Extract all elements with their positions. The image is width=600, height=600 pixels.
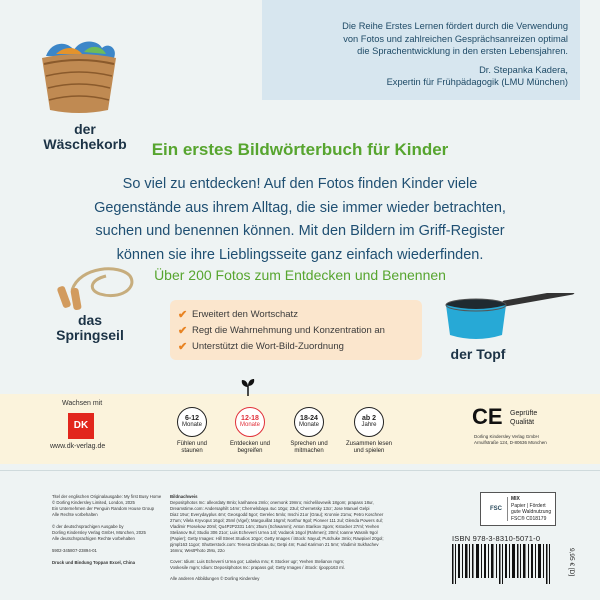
age-caption-line: mitmachen (294, 448, 324, 454)
ce-quality-label (510, 409, 537, 427)
feature-text: Regt die Wahrnehmung und Konzentration an (192, 324, 385, 336)
grown-with-text: Wachsen mit (62, 400, 103, 407)
age-caption (220, 441, 280, 455)
features-box (170, 300, 422, 360)
quote-box (262, 0, 580, 100)
description (40, 173, 560, 267)
price-container (566, 548, 576, 584)
credit-line: Diaz 19ur; Everydayplus 4mr; Geosgodd 5gor; Gerelec 5mlo; Inschi 21or (Grau); Kronnie 21mu; Petro Koschner (170, 512, 384, 517)
age-unit: Monate (239, 422, 260, 428)
jump-rope-image (50, 262, 140, 314)
imprint-line: Dorling Kindersley Verlag GmbH, München, 2025 (52, 530, 146, 535)
fsc-line: Papier | Fördert (511, 502, 546, 509)
age-caption-line: Entdecken und (229, 441, 271, 447)
rope-label (45, 313, 135, 343)
age-unit: Jahre (361, 422, 377, 428)
age-caption-line: Fühlen und (176, 441, 208, 447)
sub-headline: Über 200 Fotos zum Entdecken und Benennen (154, 267, 446, 283)
feature-item (178, 338, 416, 354)
fsc-label (480, 492, 556, 526)
age-caption-line: und spielen (353, 448, 385, 454)
age-unit: Monate (181, 422, 202, 428)
age-caption-line: staunen (181, 448, 203, 454)
age-badge-ab-2 (354, 407, 384, 437)
checkmark-icon: ✔ (178, 324, 188, 337)
credit-line: 27um; Vilela Kryvoput 16gol; 25ml (Vigel); Margouillat 16gml; Northur 9gol; Pioneer 111 2ul; Glenda Powers 4ul; (170, 518, 383, 523)
imprint-line: Titel der englischen Originalausgabe: My first Busy Home (52, 494, 162, 499)
address-line: Dorling Kindersley Verlag GmbH (474, 434, 539, 439)
ce-label-line: Qualität (510, 419, 535, 426)
credit-line: Alle anderen Abbildungen © Dorling Kindersley (170, 576, 260, 581)
imprint-column (52, 494, 162, 566)
quote-line: von Fotos und zahlreichen Gesprächsanreizen optimal (343, 33, 568, 44)
dk-logo: DK (68, 413, 94, 439)
quote-line: die Sprachentwicklung in den ersten Lebensjahren. (357, 46, 568, 56)
credit-line: 16mru; WestPhoto 2Mo, 22o (170, 548, 225, 553)
age-value: 6-12 (184, 415, 199, 422)
imprint-line: 5902-345807-23894-01 (52, 548, 97, 553)
price-text: 9,95 € [D] (568, 548, 575, 577)
rope-label-word: Springseil (56, 327, 124, 343)
checkmark-icon: ✔ (178, 308, 188, 321)
checkmark-icon: ✔ (178, 340, 188, 353)
picture-credits (170, 494, 420, 582)
sprout-icon (240, 378, 256, 396)
age-caption (279, 441, 339, 455)
ce-mark: CE (472, 404, 503, 429)
feature-item (178, 322, 416, 338)
description-line: können sie ihre Lieblingsseite ganz einfach wiederfinden. (116, 246, 484, 263)
author-name: Dr. Stepanka Kadera, (479, 64, 568, 75)
pot-image (440, 293, 580, 343)
fsc-line: gute Waldnutzung (511, 509, 552, 515)
imprint-line: Alle deutschsprachigen Rechte vorbehalten (52, 536, 135, 541)
picture-credits-title: Bildnachweis (170, 494, 198, 499)
feature-text: Erweitert den Wortschatz (192, 308, 298, 320)
barcode-icon (452, 544, 556, 584)
credit-line: pjmpl163 11gor; Shutterstock.com: Teresa Dirobsaa 4u; Getpi 4m; Fuad Karimon 21 5mr; Vladimir Sukhachev (170, 542, 379, 547)
credit-line: Cover: Idium: Luis Echeverri Urrea gor; Labeka mru; K Stocker ugr; Yevhen Stelianov mgm; (170, 559, 345, 564)
isbn-text: ISBN 978-3-8310-5071-0 (452, 534, 541, 543)
fsc-line: MIX (511, 496, 520, 502)
age-badge-12-18 (235, 407, 265, 437)
publisher-address (474, 434, 547, 446)
age-caption-line: Sprechen und (290, 441, 328, 447)
rope-label-article: das (77, 312, 103, 328)
basket-label-word: Wäschekorb (43, 136, 127, 152)
imprint-line: © Dorling Kindersley Limited, London, 2025 (52, 500, 135, 505)
pot-label: der Topf (450, 346, 506, 362)
feature-item (178, 306, 416, 322)
basket-label-article: der (74, 121, 96, 137)
divider (0, 470, 600, 471)
imprint-line: Ein Unternehmen der Penguin Random House Group (52, 506, 154, 511)
description-line: Gegenstände aus ihrem Alltag, die sie immer wieder betrachten, (94, 199, 506, 216)
age-value: ab 2 (361, 415, 376, 422)
quote-author (272, 64, 568, 89)
address-line: Arnulfstraße 124, D-80636 München (474, 440, 547, 445)
age-caption (162, 441, 222, 455)
headline: Ein erstes Bildwörterbuch für Kinder (151, 140, 449, 159)
fsc-code: FSC® C018179 (511, 515, 547, 522)
age-badge-18-24 (294, 407, 324, 437)
credit-line: Stelianov 9ul; Studio 306 21or; Luis Echeverri Urrea 14l; Vodarok 16gol (Rahmen); 20ml; Ioanne Wasnik 9gol (170, 530, 378, 535)
credit-line: (Papier); Getty Images: Hill Street Studios 10gor; Getty Images / iStock: Nayud; Putchuke 3mlo; Rawpixel 20gol; (170, 536, 384, 541)
feature-text: Unterstützt die Wort-Bild-Zuordnung (192, 340, 344, 352)
publisher-url[interactable]: www.dk-verlag.de (50, 443, 106, 450)
age-badge-6-12 (177, 407, 207, 437)
laundry-basket-image (36, 36, 122, 116)
description-line: So viel zu entdecken! Auf den Fotos finden Kinder viele (122, 176, 478, 192)
credit-line: Vladimir Prosekow 20ml; Qu4P2P2331 14m; 25um (Schwamm); Anton Starikov 3gom; Kstocker 27ml; Yevhen (170, 524, 380, 529)
imprint-line: © der deutschsprachigen Ausgabe by (52, 524, 124, 529)
ce-label-line: Geprüfte (510, 410, 538, 417)
credit-line: Voskesile mgm; Idium: Depositphotos Inc: prapass gol; Getty Images / iStock: rjpopp163 ml. (170, 565, 345, 570)
age-value: 12-18 (241, 415, 259, 422)
imprint-line: Alle Rechte vorbehalten (52, 512, 98, 517)
age-caption-line: begreifen (237, 448, 263, 454)
quote-line: Die Reihe Erstes Lernen fördert durch die Verwendung (342, 21, 568, 31)
credit-line: Dreamstime.com: Andersaphilt 14mr; Chernelsbaya 4uc 10go; 23ul; Chernetsky 13cr; Jose Manuel Gelpi (170, 506, 370, 511)
fsc-text (511, 496, 551, 522)
age-caption-line: Zusammen lesen (345, 441, 393, 447)
fsc-tree-icon: FSC (485, 497, 508, 521)
age-value: 18-24 (300, 415, 318, 422)
description-line: suchen und benennen können. Mit den Bildern im Griff-Register (95, 223, 505, 239)
age-unit: Monate (298, 422, 319, 428)
credit-line: Depositphotos Inc: alleordaty 8mlo; karihanea 2mlo; onemonk 19mro; michelilovewik 18gom; prapass 18ur, (170, 500, 374, 505)
author-title: Expertin für Frühpädagogik (LMU München) (386, 77, 568, 87)
imprint-line: Druck und Bindung Toppan Excel, China (52, 560, 135, 565)
age-caption (339, 441, 399, 455)
quote-text (272, 20, 568, 58)
